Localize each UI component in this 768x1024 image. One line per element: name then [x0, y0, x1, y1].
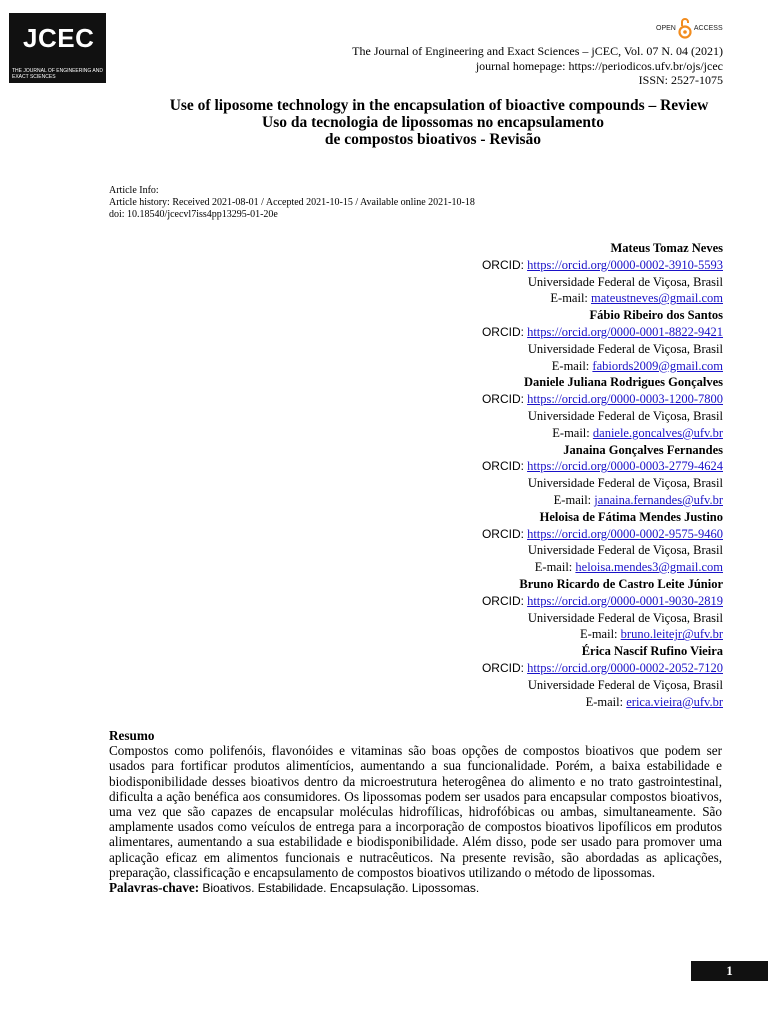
article-info-label: Article Info: [109, 185, 159, 196]
logo-text: JCEC [23, 23, 95, 53]
orcid-label: ORCID: [481, 257, 524, 272]
author-affiliation: Universidade Federal de Viçosa, Brasil [527, 274, 723, 289]
open-access-left: OPEN [656, 24, 676, 32]
author-orcid [482, 391, 723, 408]
keywords-label: Palavras-chave: [109, 880, 200, 896]
keywords [109, 880, 722, 896]
email-link[interactable]: fabiords2009@gmail.com [592, 358, 723, 373]
author-list [482, 240, 723, 710]
article-doi: doi: 10.18540/jcecvl7iss4pp13295-01-20e [109, 209, 278, 220]
abstract-heading: Resumo [109, 728, 155, 743]
author-orcid [482, 593, 723, 610]
author-email [482, 626, 723, 643]
author-name: Mateus Tomaz Neves [610, 241, 723, 255]
author-block [482, 240, 723, 307]
email-label: E-mail: [551, 358, 590, 373]
author-email [482, 425, 723, 442]
author-block [482, 442, 723, 509]
logo-subtitle: THE JOURNAL OF ENGINEERING AND EXACT SCIENCES [12, 68, 103, 80]
email-label: E-mail: [534, 560, 573, 575]
email-label: E-mail: [553, 492, 592, 507]
email-link[interactable]: erica.vieira@ufv.br [626, 694, 723, 709]
author-email [482, 559, 723, 576]
orcid-label: ORCID: [481, 526, 524, 541]
journal-homepage: journal homepage: https://periodicos.ufv.br/ojs/jcec [475, 58, 723, 73]
orcid-label: ORCID: [481, 392, 524, 407]
author-name: Heloisa de Fátima Mendes Justino [539, 509, 723, 524]
author-block [482, 576, 723, 643]
orcid-label: ORCID: [481, 324, 524, 339]
orcid-label: ORCID: [481, 660, 524, 675]
author-name: Daniele Juliana Rodrigues Gonçalves [524, 375, 723, 390]
author-block [482, 307, 723, 374]
orcid-link[interactable]: https://orcid.org/0000-0002-9575-9460 [527, 526, 723, 541]
journal-header [352, 44, 723, 88]
author-name: Érica Nascif Rufino Vieira [581, 644, 723, 659]
orcid-link[interactable]: https://orcid.org/0000-0002-3910-5593 [527, 257, 723, 272]
author-affiliation: Universidade Federal de Viçosa, Brasil [527, 341, 723, 356]
orcid-link[interactable]: https://orcid.org/0000-0003-2779-4624 [527, 459, 723, 474]
keywords-values: Bioativos. Estabilidade. Encapsulação. Lipossomas. [202, 881, 480, 896]
email-link[interactable]: heloisa.mendes3@gmail.com [575, 560, 723, 575]
email-link[interactable]: daniele.goncalves@ufv.br [592, 425, 723, 440]
journal-issn: ISSN: 2527-1075 [638, 73, 723, 87]
title-english: Use of liposome technology in the encapsulation of bioactive compounds – Review [169, 97, 709, 114]
orcid-link[interactable]: https://orcid.org/0000-0002-2052-7120 [527, 660, 723, 675]
open-access-badge [656, 17, 723, 39]
author-affiliation: Universidade Federal de Viçosa, Brasil [527, 408, 723, 423]
open-access-right: ACCESS [693, 24, 723, 32]
article-title [108, 97, 728, 148]
author-orcid [482, 660, 723, 677]
email-label: E-mail: [552, 425, 590, 440]
author-name: Janaina Gonçalves Fernandes [563, 442, 723, 457]
journal-citation: The Journal of Engineering and Exact Sciences – jCEC, Vol. 07 N. 04 (2021) [352, 44, 723, 58]
page-number: 1 [691, 961, 768, 981]
journal-logo [9, 13, 106, 83]
title-portuguese: Uso da tecnologia de lipossomas no encapsulamento de compostos bioativos - Revisão [262, 114, 604, 148]
author-orcid [482, 458, 723, 475]
email-label: E-mail: [550, 291, 588, 306]
email-link[interactable]: bruno.leitejr@ufv.br [620, 627, 723, 642]
orcid-link[interactable]: https://orcid.org/0000-0001-8822-9421 [527, 324, 723, 339]
author-affiliation: Universidade Federal de Viçosa, Brasil [527, 476, 723, 491]
orcid-label: ORCID: [481, 593, 524, 608]
author-email [482, 694, 723, 711]
author-block [482, 374, 723, 441]
author-orcid [482, 526, 723, 543]
email-label: E-mail: [585, 694, 624, 709]
author-email [482, 290, 723, 307]
orcid-label: ORCID: [481, 459, 524, 474]
author-affiliation: Universidade Federal de Viçosa, Brasil [527, 677, 723, 692]
article-info [109, 185, 475, 221]
abstract-text: Compostos como polifenóis, flavonóides e vitaminas são boas opções de compostos bioativos que podem ser usados para fortificar produtos alimentícios, aumentando a sua funcionalidade. Porém, a baixa estabilidade e biodisponibilidade desses bioativos dentro da microestrutura heterogênea do alimento e no trato gastrointestinal, dificulta a ação benéfica aos consumidores. Os lipossomas podem ser usados para encapsular compostos bioativos, uma vez que são capazes de encapsular moléculas hidrofílicas, hidrofóbicas ou ambas, simultaneamente. São amplamente usados como veículos de entrega para a incorporação de compostos bioativos lipofílicos em produtos alimentares, aumentando a sua estabilidade e biodisponibilidade. Além disso, pode ser usado para promover uma aplicação eficaz em alimentos funcionais e nutracêuticos. Na presente revisão, são abordadas as aplicações, preparação, classificação e encapsulamento de compostos bioativos utilizando o método de lipossomas. [109, 743, 722, 880]
article-history: Article history: Received 2021-08-01 / Accepted 2021-10-15 / Available online 2021-10-18 [109, 197, 475, 208]
author-block [482, 509, 723, 576]
author-name: Fábio Ribeiro dos Santos [589, 308, 723, 323]
orcid-link[interactable]: https://orcid.org/0000-0001-9030-2819 [527, 593, 723, 608]
open-access-lock-icon [678, 17, 692, 39]
abstract-section [109, 728, 722, 896]
email-link[interactable]: mateustneves@gmail.com [591, 291, 723, 306]
orcid-link[interactable]: https://orcid.org/0000-0003-1200-7800 [527, 392, 723, 407]
email-link[interactable]: janaina.fernandes@ufv.br [594, 492, 723, 507]
author-orcid [482, 257, 723, 274]
author-affiliation: Universidade Federal de Viçosa, Brasil [527, 543, 723, 558]
author-name: Bruno Ricardo de Castro Leite Júnior [519, 576, 723, 591]
email-label: E-mail: [580, 627, 618, 642]
author-block [482, 643, 723, 710]
author-affiliation: Universidade Federal de Viçosa, Brasil [527, 610, 723, 625]
author-email [482, 358, 723, 375]
author-orcid [482, 324, 723, 341]
author-email [482, 492, 723, 509]
